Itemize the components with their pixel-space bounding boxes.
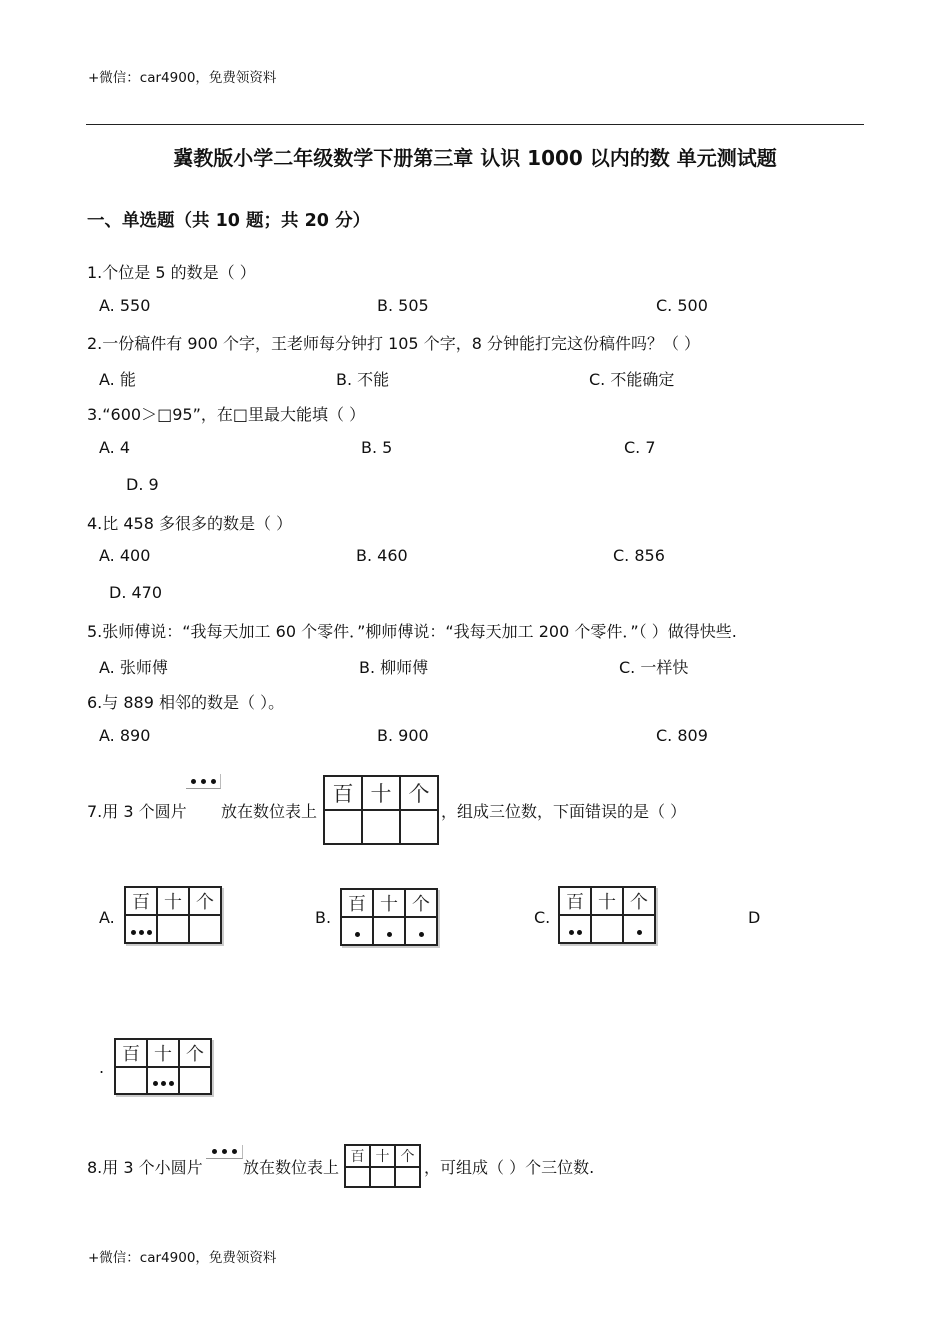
- q1-option-b[interactable]: B. 505: [377, 296, 429, 315]
- q1-option-c[interactable]: C. 500: [656, 296, 708, 315]
- q7-option-d-period: .: [99, 1058, 105, 1077]
- question-3: 3.“600＞□95”，在□里最大能填（ ）: [87, 405, 366, 424]
- page-title: 冀教版小学二年级数学下册第三章 认识 1000 以内的数 单元测试题: [173, 146, 777, 170]
- q3-option-b[interactable]: B. 5: [361, 438, 393, 457]
- q7-option-c-table[interactable]: 百 十 个: [558, 886, 656, 944]
- counter-hundreds: [341, 917, 373, 945]
- q5-option-a[interactable]: A. 张师傅: [99, 658, 168, 677]
- place-value-table-small: 百 十 个: [344, 1144, 421, 1188]
- question-1: 1.个位是 5 的数是（ ）: [87, 263, 256, 282]
- q7-option-a[interactable]: A.: [99, 908, 115, 927]
- q3-option-c[interactable]: C. 7: [624, 438, 656, 457]
- q3-option-a[interactable]: A. 4: [99, 438, 131, 457]
- section-heading: 一、单选题（共 10 题；共 20 分）: [87, 211, 371, 231]
- pv-header-ones: 个: [400, 776, 438, 810]
- q7-option-c[interactable]: C.: [534, 908, 551, 927]
- question-8-part3: ，可组成（ ）个三位数.: [424, 1158, 595, 1177]
- question-4: 4.比 458 多很多的数是（ ）: [87, 514, 293, 533]
- q3-option-d[interactable]: D. 9: [126, 475, 159, 494]
- question-6: 6.与 889 相邻的数是（ ）。: [87, 693, 285, 712]
- q4-option-c[interactable]: C. 856: [613, 546, 665, 565]
- counter-tens: [373, 917, 405, 945]
- three-counters-image: [186, 774, 221, 789]
- question-7-part3: ，组成三位数，下面错误的是（ ）: [441, 802, 687, 821]
- three-counters-image: [206, 1145, 243, 1159]
- footer-watermark: +微信：car4900，免费领资料: [88, 1250, 277, 1266]
- q1-option-a[interactable]: A. 550: [99, 296, 151, 315]
- q5-option-b[interactable]: B. 柳师傅: [359, 658, 429, 677]
- counters-hundreds: [125, 915, 157, 943]
- q5-option-c[interactable]: C. 一样快: [619, 658, 689, 677]
- pv-header-tens: 十: [362, 776, 400, 810]
- q2-option-a[interactable]: A. 能: [99, 370, 136, 389]
- question-8-part1: 8.用 3 个小圆片: [87, 1158, 203, 1177]
- q6-option-a[interactable]: A. 890: [99, 726, 151, 745]
- counters-hundreds: [559, 915, 591, 943]
- counter-ones: [405, 917, 437, 945]
- place-value-table: [323, 775, 439, 845]
- question-7-part2: 放在数位表上: [221, 802, 318, 821]
- q7-option-a-table[interactable]: 百 十 个: [124, 886, 222, 944]
- question-7-part1: 7.用 3 个圆片: [87, 802, 187, 821]
- q4-option-b[interactable]: B. 460: [356, 546, 408, 565]
- header-watermark: +微信：car4900，免费领资料: [88, 70, 277, 86]
- question-5: 5.张师傅说：“我每天加工 60 个零件．”柳师傅说：“我每天加工 200 个零件．”（ ）做得快些.: [87, 622, 737, 641]
- q7-option-d-table[interactable]: 百 十 个: [114, 1038, 212, 1095]
- question-2: 2.一份稿件有 900 个字，王老师每分钟打 105 个字，8 分钟能打完这份稿件吗？（ ）: [87, 334, 701, 353]
- q2-option-c[interactable]: C. 不能确定: [589, 370, 675, 389]
- counters-tens: [147, 1067, 179, 1094]
- pv-header-hundreds: 百: [324, 776, 362, 810]
- q6-option-c[interactable]: C. 809: [656, 726, 708, 745]
- q7-option-b[interactable]: B.: [315, 908, 332, 927]
- question-8-part2: 放在数位表上: [243, 1158, 340, 1177]
- q7-option-d[interactable]: D: [748, 908, 761, 927]
- counter-ones: [623, 915, 655, 943]
- q4-option-d[interactable]: D. 470: [109, 583, 163, 602]
- header-divider: [86, 124, 864, 125]
- q7-option-b-table[interactable]: 百 十 个: [340, 888, 438, 946]
- q2-option-b[interactable]: B. 不能: [336, 370, 390, 389]
- q4-option-a[interactable]: A. 400: [99, 546, 151, 565]
- q6-option-b[interactable]: B. 900: [377, 726, 429, 745]
